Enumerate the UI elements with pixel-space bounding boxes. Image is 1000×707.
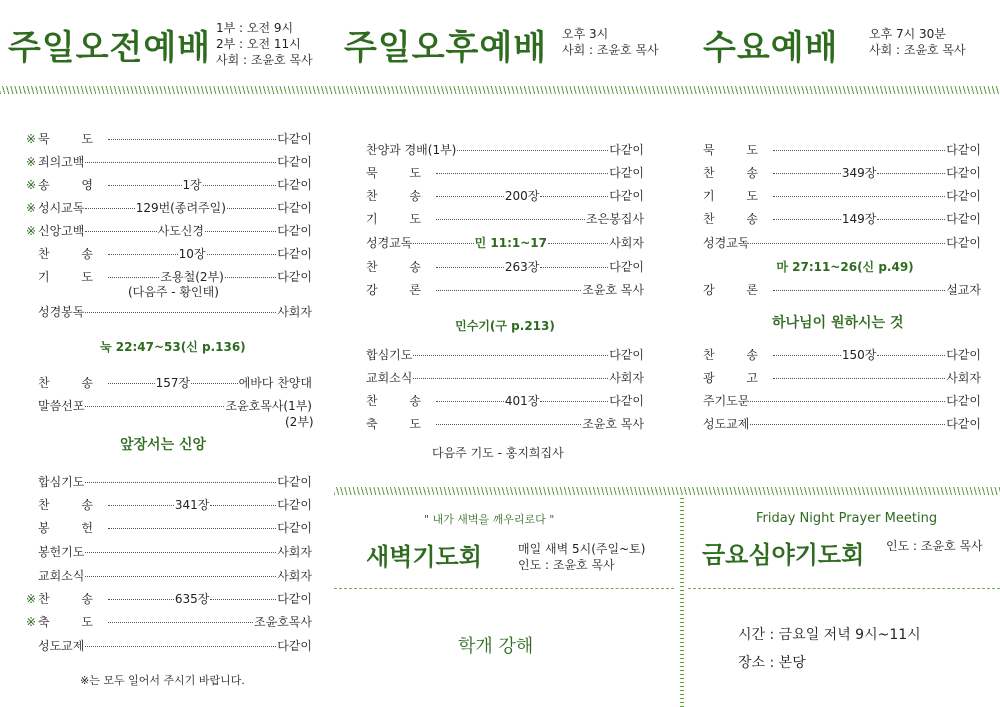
info-line: 매일 새벽 5시(주일~토): [518, 542, 646, 556]
leader-dots: [85, 231, 156, 232]
order-performer: 다같이: [609, 348, 644, 362]
leader-dots: [750, 401, 945, 402]
order-label: 주기도문: [703, 394, 750, 408]
order-performer: 다같이: [277, 270, 312, 284]
order-row: [26, 176, 312, 193]
leader-dots: [191, 383, 238, 384]
leader-dots: [108, 185, 182, 186]
order-row: [366, 369, 644, 386]
vertical-hatch-divider: [680, 495, 684, 707]
leader-dots: [457, 150, 608, 151]
leader-dots: [436, 219, 585, 220]
order-label: 성경교독: [366, 236, 413, 250]
order-row: [26, 613, 312, 630]
order-row: [26, 222, 312, 239]
dawn-bible-study: 학개 강해: [458, 636, 534, 657]
leader-dots: [108, 277, 159, 278]
friday-leader: 인도 : 조윤호 목사: [886, 539, 983, 553]
order-row: [703, 141, 981, 158]
order-row: [366, 258, 644, 275]
order-performer: 다같이: [946, 189, 981, 203]
leader-dots: [85, 312, 276, 313]
leader-dots: [207, 254, 277, 255]
leader-dots: [108, 622, 253, 623]
leader-dots: [108, 254, 178, 255]
order-performer: 다같이: [277, 178, 313, 192]
leader-dots: [877, 355, 945, 356]
order-performer: 조은봉집사: [586, 212, 644, 226]
order-detail: 민 11:1~17: [474, 236, 547, 250]
order-label: 신앙고백: [38, 224, 85, 238]
info-line: 인도 : 조윤호 목사: [518, 558, 615, 572]
friday-subtitle: Friday Night Prayer Meeting: [756, 511, 938, 526]
order-detail: 사도신경: [157, 224, 204, 238]
stand-mark: ※: [26, 178, 37, 192]
info-line: 오후 7시 30분: [869, 27, 946, 41]
leader-dots: [205, 231, 276, 232]
leader-dots: [210, 505, 276, 506]
order-row: [366, 234, 644, 251]
order-detail: 200장: [504, 189, 540, 203]
order-row: [366, 392, 644, 409]
info-line: 1부 : 오전 9시: [216, 21, 294, 35]
leader-dots: [85, 646, 276, 647]
order-detail: 157장: [155, 376, 191, 390]
info-line: 사회 : 조윤호 목사: [869, 43, 966, 57]
leader-dots: [203, 185, 277, 186]
order-detail: 129번(종려주일): [135, 201, 226, 215]
order-performer: 다같이: [277, 132, 312, 146]
afternoon-service-title: 주일오후예배: [344, 28, 548, 68]
order-detail: 341장: [174, 498, 210, 512]
order-performer: 설교자: [946, 283, 981, 297]
order-row: [366, 164, 644, 181]
order-row: [26, 199, 312, 216]
morning-service-info: [216, 20, 313, 68]
leader-dots: [436, 173, 608, 174]
order-row: [703, 187, 981, 204]
order-performer: 사회자: [946, 371, 981, 385]
leader-dots: [413, 355, 608, 356]
order-label: 기 도: [38, 270, 107, 284]
order-performer: 다같이: [946, 417, 981, 431]
leader-dots: [85, 576, 276, 577]
order-row: [366, 210, 644, 227]
order-row: [26, 473, 312, 490]
leader-dots: [877, 219, 945, 220]
leader-dots: [877, 173, 945, 174]
order-row: [26, 567, 312, 584]
order-row: [703, 415, 981, 432]
order-performer: 다같이: [277, 201, 313, 215]
order-label: 찬 송: [38, 376, 107, 390]
order-label: 성시교독: [38, 201, 85, 215]
leader-dots: [436, 196, 504, 197]
order-row: [703, 346, 981, 363]
order-row: [26, 590, 312, 607]
stand-mark: ※: [26, 132, 37, 146]
order-row: [26, 543, 312, 560]
order-performer: 다같이: [946, 212, 981, 226]
order-label: 찬 송: [38, 592, 107, 606]
order-label: 찬양과 경배(1부): [366, 143, 457, 157]
dawn-prayer-title: 새벽기도회: [366, 543, 482, 571]
leader-dots: [85, 208, 134, 209]
order-performer: 조윤호 목사: [582, 283, 644, 297]
order-label: 기 도: [366, 212, 435, 226]
order-performer: 다같이: [946, 394, 981, 408]
leader-dots: [108, 383, 155, 384]
leader-dots: [436, 424, 581, 425]
afternoon-service-info: [562, 26, 659, 58]
order-row: [26, 130, 312, 147]
leader-dots: [108, 528, 276, 529]
order-row: [703, 392, 981, 409]
order-label: 성도교제: [703, 417, 750, 431]
order-performer: 에바다 찬양대: [238, 376, 312, 390]
order-performer: 다같이: [609, 394, 644, 408]
order-detail: 263장: [504, 260, 540, 274]
order-detail: 349장: [841, 166, 877, 180]
bottom-hatch-divider: [334, 487, 1000, 495]
leader-dots: [773, 378, 945, 379]
order-label: 성경교독: [703, 236, 750, 250]
friday-place: 장소 : 본당: [738, 655, 806, 671]
leader-dots: [540, 267, 608, 268]
order-row: [26, 153, 312, 170]
order-detail: 1장: [182, 178, 202, 192]
next-week-prayer: 다음주 기도 - 홍지희집사: [432, 446, 564, 460]
order-performer: 다같이: [946, 348, 981, 362]
order-label: 봉헌기도: [38, 545, 85, 559]
leader-dots: [413, 243, 473, 244]
dawn-quote: " 내가 새벽을 깨우리로다 ": [424, 513, 555, 526]
leader-dots: [436, 267, 504, 268]
order-label: 찬 송: [38, 498, 107, 512]
order-detail: 10장: [178, 247, 206, 261]
order-row: [366, 281, 644, 298]
leader-dots: [773, 150, 945, 151]
leader-dots: [227, 208, 276, 209]
order-detail: 635장: [174, 592, 210, 606]
order-label: 교회소식: [38, 569, 85, 583]
order-label: 찬 송: [703, 348, 772, 362]
leader-dots: [548, 243, 608, 244]
stand-mark: ※: [26, 155, 37, 169]
order-performer: 사회자: [277, 305, 312, 319]
order-performer: 다같이: [277, 639, 312, 653]
order-label: 강 론: [366, 283, 435, 297]
order-label: 찬 송: [703, 212, 772, 226]
order-label: 봉 헌: [38, 521, 107, 535]
dawn-prayer-info: [518, 541, 645, 573]
order-performer: 사회자: [609, 236, 644, 250]
order-row: [703, 369, 981, 386]
order-performer: 다같이: [277, 521, 312, 535]
order-row: [366, 141, 644, 158]
leader-dots: [85, 406, 224, 407]
order-row: [366, 346, 644, 363]
leader-dots: [85, 162, 276, 163]
leader-dots: [225, 277, 276, 278]
leader-dots: [773, 173, 841, 174]
order-label: 성경봉독: [38, 305, 85, 319]
leader-dots: [108, 505, 174, 506]
order-label: 찬 송: [366, 189, 435, 203]
leader-dots: [773, 290, 945, 291]
order-label: 축 도: [366, 417, 435, 431]
wednesday-service-title: 수요예배: [703, 28, 839, 68]
leader-dots: [750, 424, 945, 425]
friday-dashed-divider: [688, 588, 1000, 589]
order-label: 묵 도: [366, 166, 435, 180]
order-row: [26, 303, 312, 320]
order-label: 합심기도: [366, 348, 413, 362]
scripture-reference: 눅 22:47~53(신 p.136): [100, 340, 246, 354]
order-detail: 조용철(2부): [160, 270, 224, 284]
order-row: [703, 234, 981, 251]
order-performer: 다같이: [277, 498, 312, 512]
morning-service-title: 주일오전예배: [8, 28, 212, 68]
leader-dots: [85, 552, 276, 553]
order-row: [703, 164, 981, 181]
order-label: 합심기도: [38, 475, 85, 489]
order-label: 죄의고백: [38, 155, 85, 169]
sermon-title: 하나님이 원하시는 것: [772, 315, 904, 331]
order-detail: 150장: [841, 348, 877, 362]
order-performer: 조윤호목사: [254, 615, 312, 629]
order-label: 교회소식: [366, 371, 413, 385]
order-row: [366, 187, 644, 204]
order-performer: 다같이: [609, 189, 644, 203]
leader-dots: [540, 401, 608, 402]
order-performer: 다같이: [277, 224, 312, 238]
order-performer: 사회자: [277, 569, 312, 583]
leader-dots: [108, 139, 276, 140]
sermon-title: 앞장서는 신앙: [120, 437, 207, 453]
order-performer: 다같이: [946, 166, 981, 180]
order-row: [26, 397, 312, 414]
stand-mark: ※: [26, 224, 37, 238]
order-performer: 사회자: [277, 545, 312, 559]
friday-prayer-title: 금요심야기도회: [702, 541, 865, 569]
order-performer: 다같이: [609, 260, 644, 274]
leader-dots: [85, 482, 276, 483]
info-line: 2부 : 오전 11시: [216, 37, 301, 51]
next-week-prayer: (다음주 - 황인태): [128, 285, 219, 299]
leader-dots: [540, 196, 608, 197]
order-performer: 다같이: [277, 247, 312, 261]
order-label: 찬 송: [38, 247, 107, 261]
friday-time: 시간 : 금요일 저녁 9시~11시: [738, 627, 921, 643]
stand-mark: ※: [26, 615, 37, 629]
order-row: [703, 281, 981, 298]
order-row: [26, 245, 312, 262]
top-hatch-divider: [0, 86, 1000, 94]
order-label: 강 론: [703, 283, 772, 297]
standing-footnote: ※는 모두 일어서 주시기 바랍니다.: [80, 674, 245, 687]
order-label: 광 고: [703, 371, 772, 385]
leader-dots: [413, 378, 608, 379]
order-label: 묵 도: [703, 143, 772, 157]
order-label: 말씀선포: [38, 399, 85, 413]
order-performer: 조윤호목사(1부): [225, 399, 312, 413]
order-performer: 다같이: [946, 236, 981, 250]
order-detail: 401장: [504, 394, 540, 408]
info-line: 오후 3시: [562, 27, 609, 41]
scripture-reference: 마 27:11~26(신 p.49): [776, 260, 914, 274]
order-label: 송 영: [38, 178, 107, 192]
dawn-dashed-divider: [334, 588, 674, 589]
order-row: [26, 637, 312, 654]
wednesday-service-info: [869, 26, 966, 58]
info-line: 사회 : 조윤호 목사: [216, 53, 313, 67]
order-row: [703, 210, 981, 227]
sermon-reference: 민수기(구 p.213): [455, 319, 555, 333]
order-label: 찬 송: [703, 166, 772, 180]
order-label: 찬 송: [366, 394, 435, 408]
second-service-note: (2부): [285, 415, 314, 429]
order-row: [26, 496, 312, 513]
order-label: 성도교제: [38, 639, 85, 653]
order-performer: 다같이: [277, 475, 312, 489]
leader-dots: [773, 355, 841, 356]
leader-dots: [108, 599, 174, 600]
order-label: 찬 송: [366, 260, 435, 274]
leader-dots: [436, 290, 581, 291]
stand-mark: ※: [26, 201, 37, 215]
order-performer: 사회자: [609, 371, 644, 385]
order-label: 묵 도: [38, 132, 107, 146]
order-row: [366, 415, 644, 432]
leader-dots: [210, 599, 276, 600]
leader-dots: [750, 243, 945, 244]
order-performer: 다같이: [609, 166, 644, 180]
leader-dots: [773, 196, 945, 197]
order-performer: 다같이: [946, 143, 981, 157]
order-row: [26, 374, 312, 391]
info-line: 사회 : 조윤호 목사: [562, 43, 659, 57]
stand-mark: ※: [26, 592, 37, 606]
leader-dots: [773, 219, 841, 220]
order-label: 기 도: [703, 189, 772, 203]
order-performer: 다같이: [277, 155, 312, 169]
order-row: [26, 519, 312, 536]
order-performer: 다같이: [277, 592, 312, 606]
leader-dots: [436, 401, 504, 402]
order-performer: 다같이: [609, 143, 644, 157]
order-label: 축 도: [38, 615, 107, 629]
order-detail: 149장: [841, 212, 877, 226]
order-performer: 조윤호 목사: [582, 417, 644, 431]
